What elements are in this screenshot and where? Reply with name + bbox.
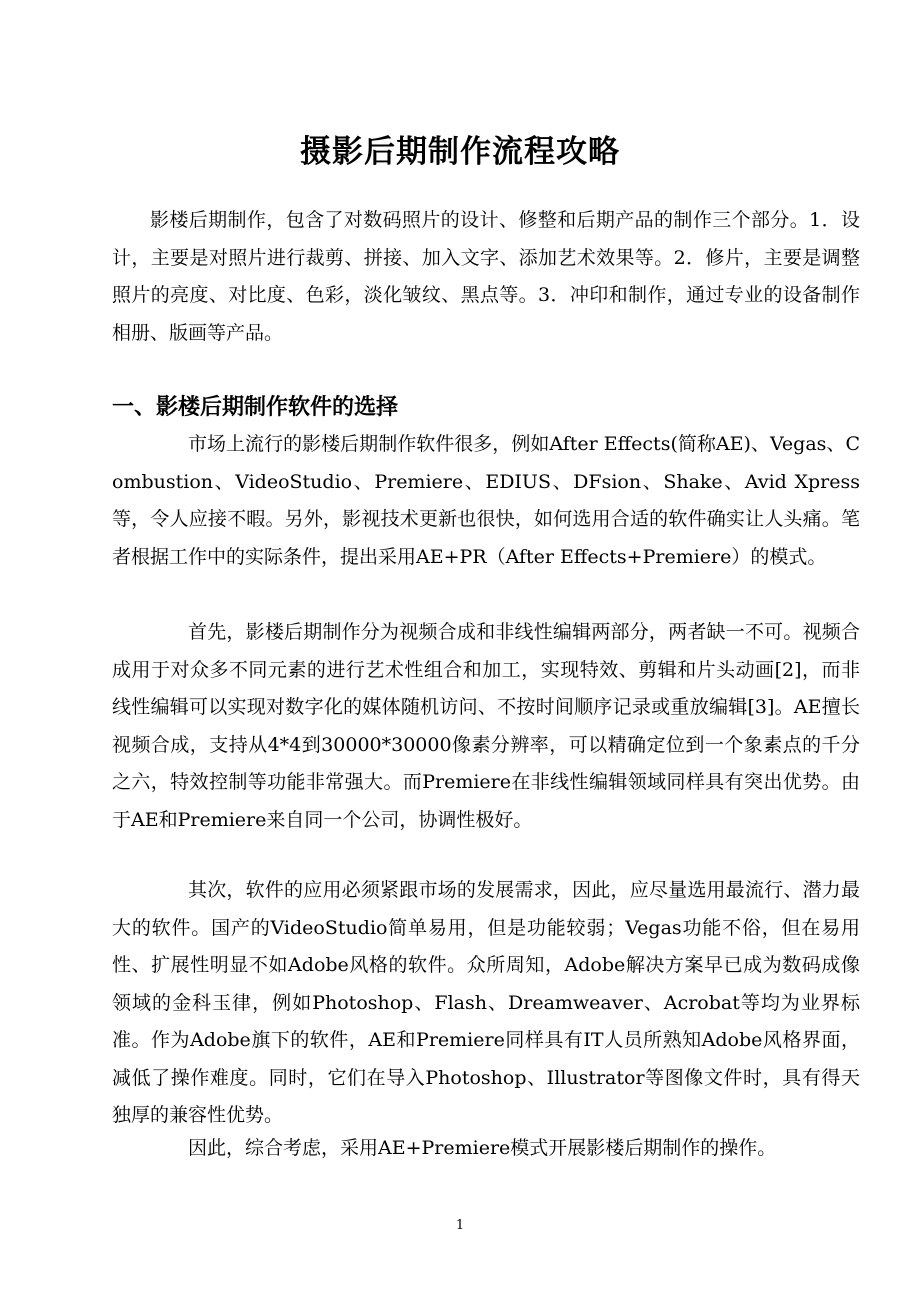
body-paragraph: 因此，综合考虑，采用AE+Premiere模式开展影楼后期制作的操作。 [188, 1137, 777, 1159]
page-number: 1 [455, 1218, 465, 1233]
body-paragraph: 其次，软件的应用必须紧跟市场的发展需求，因此，应尽量选用最流行、潜力最大的软件。国产的VideoStudio简单易用，但是功能较弱；Vegas功能不俗，但在易用性、扩展性明显不如Adobe风格的软件。众所周知，Adobe解决方案早已成为数码成像领域的金科玉律，例如Photoshop、Flash、Dreamweaver、Acrobat等均为业界标准。作为Adobe旗下的软件，AE和Premiere同样具有IT人员所熟知Adobe风格界面，减低了操作难度。同时，它们在导入Photoshop、Illustrator等图像文件时，具有得天独厚的兼容性优势。 [112, 879, 860, 1126]
intro-paragraph: 影楼后期制作，包含了对数码照片的设计、修整和后期产品的制作三个部分。1．设计，主要是对照片进行裁剪、拼接、加入文字、添加艺术效果等。2．修片，主要是调整照片的亮度、对比度、色彩，淡化皱纹、黑点等。3．冲印和制作，通过专业的设备制作相册、版画等产品。 [112, 209, 860, 344]
body-paragraph: 首先，影楼后期制作分为视频合成和非线性编辑两部分，两者缺一不可。视频合成用于对众多不同元素的进行艺术性组合和加工，实现特效、剪辑和片头动画[2]，而非线性编辑可以实现对数字化的媒体随机访问、不按时间顺序记录或重放编辑[3]。AE擅长视频合成，支持从4*4到30000*30000像素分辨率，可以精确定位到一个象素点的千分之六，特效控制等功能非常强大。而Premiere在非线性编辑领域同样具有突出优势。由于AE和Premiere来自同一个公司，协调性极好。 [112, 621, 860, 831]
page-title: 摄影后期制作流程攻略 [300, 134, 620, 170]
section-heading: 一、影楼后期制作软件的选择 [112, 395, 399, 420]
body-paragraph: 市场上流行的影楼后期制作软件很多，例如After Effects(简称AE)、Vegas、Combustion、VideoStudio、Premiere、EDIUS、DFsion、Shake、Avid Xpress等，令人应接不暇。另外，影视技术更新也很快，如何选用合适的软件确实让人头痛。笔者根据工作中的实际条件，提出采用AE+PR（After Effects+Premiere）的模式。 [112, 433, 860, 568]
